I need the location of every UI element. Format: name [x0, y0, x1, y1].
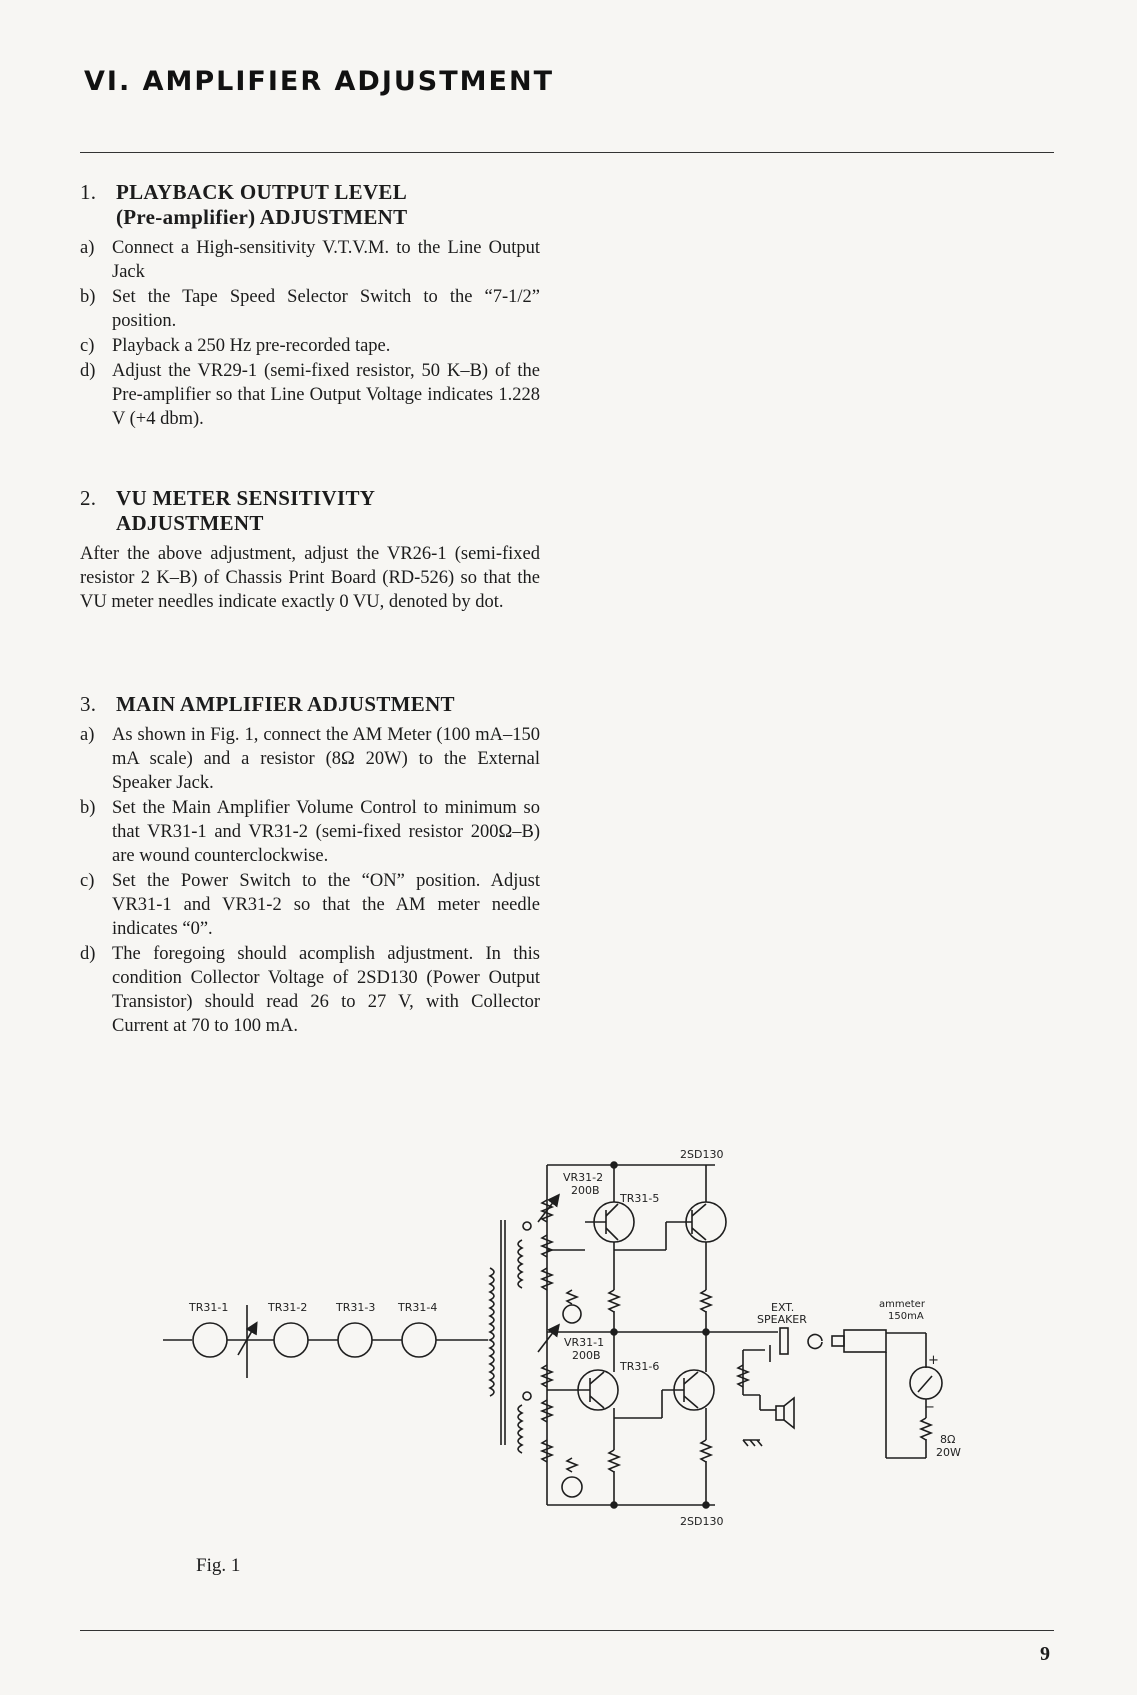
section-playback-output-level [80, 180, 540, 432]
step-item [80, 236, 540, 284]
step-marker: d) [80, 361, 96, 381]
step-marker: a) [80, 725, 95, 745]
label-tr31-5: TR31-5 [620, 1192, 660, 1205]
label-plus: + [928, 1353, 939, 1368]
page-number: 9 [1040, 1643, 1050, 1665]
label-tr31-3: TR31-3 [336, 1301, 376, 1314]
label-minus: − [924, 1400, 935, 1415]
tr31-2-symbol [274, 1323, 308, 1357]
step-item [80, 723, 540, 795]
label-tr31-6: TR31-6 [620, 1360, 660, 1373]
section-number: 2. [80, 486, 97, 510]
test-load [808, 1330, 942, 1458]
label-load-watts: 20W [936, 1446, 961, 1459]
section-number: 1. [80, 180, 97, 204]
label-2sd130-top: 2SD130 [680, 1148, 724, 1161]
step-marker: d) [80, 944, 96, 964]
driver-transformer [490, 1220, 531, 1453]
section-title-line1: VU METER SENSITIVITY [116, 486, 376, 510]
step-text: Set the Main Amplifier Volume Control to minimum so that VR31-1 and VR31-2 (semi-fixed resistor 200Ω–B) are wound counterclockwise. [112, 798, 540, 866]
label-tr31-4: TR31-4 [398, 1301, 438, 1314]
step-text: As shown in Fig. 1, connect the AM Meter (100 mA–150 mA scale) and a resistor (8Ω 20W) to the External Speaker Jack. [112, 725, 540, 793]
top-divider [80, 152, 1054, 153]
bottom-divider [80, 1630, 1054, 1631]
step-text: Set the Tape Speed Selector Switch to the “7-1/2” position. [112, 287, 540, 331]
section-body: After the above adjustment, adjust the VR26-1 (semi-fixed resistor 2 K–B) of Chassis Print Board (RD-526) so that the VU meter needles indicate exactly 0 VU, denoted by dot. [80, 544, 540, 612]
page-heading: VI. AMPLIFIER ADJUSTMENT [84, 66, 554, 97]
tr31-1-symbol [193, 1323, 227, 1357]
step-item [80, 334, 540, 358]
label-vr31-1: VR31-1 [564, 1336, 605, 1349]
figure-caption: Fig. 1 [196, 1555, 241, 1576]
step-text: Set the Power Switch to the “ON” position. Adjust VR31-1 and VR31-2 so that the AM meter needle indicates “0”. [112, 871, 540, 939]
label-ext: EXT. [771, 1301, 795, 1314]
ext-speaker-jack [738, 1328, 794, 1446]
label-tr31-1: TR31-1 [189, 1301, 229, 1314]
driver-chain [163, 1305, 488, 1378]
label-tr31-2: TR31-2 [268, 1301, 308, 1314]
step-marker: a) [80, 238, 95, 258]
section-title-line2: ADJUSTMENT [116, 511, 264, 535]
step-text: Adjust the VR29-1 (semi-fixed resistor, 50 K–B) of the Pre-amplifier so that Line Output Voltage indicates 1.228 V (+4 dbm). [112, 361, 540, 429]
amplifier-schematic [150, 1135, 980, 1535]
section-title-line1: MAIN AMPLIFIER ADJUSTMENT [116, 692, 455, 716]
schematic-labels [188, 1148, 961, 1528]
step-text: Playback a 250 Hz pre-recorded tape. [112, 336, 391, 356]
step-marker: c) [80, 871, 95, 891]
section-vu-meter-sensitivity [80, 486, 540, 614]
step-text: Connect a High-sensitivity V.T.V.M. to the Line Output Jack [112, 238, 540, 282]
label-speaker: SPEAKER [757, 1313, 807, 1326]
section-number: 3. [80, 692, 97, 716]
label-vr31-2: VR31-2 [563, 1171, 604, 1184]
step-marker: c) [80, 336, 95, 356]
label-vr31-2-value: 200B [571, 1184, 600, 1197]
upper-output-stage [538, 1165, 726, 1332]
section-title [80, 180, 540, 230]
section-title-line2: (Pre-amplifier) ADJUSTMENT [116, 205, 408, 229]
section-title [80, 486, 540, 536]
step-item [80, 796, 540, 868]
section-title-line1: PLAYBACK OUTPUT LEVEL [116, 180, 408, 204]
step-marker: b) [80, 798, 96, 818]
step-list [80, 723, 540, 1038]
step-item [80, 359, 540, 431]
label-load-ohms: 8Ω [940, 1433, 956, 1446]
section-title [80, 692, 540, 717]
step-item [80, 285, 540, 333]
step-list [80, 236, 540, 431]
step-text: The foregoing should acomplish adjustment. In this condition Collector Voltage of 2SD130 (Power Output Transistor) should read 26 to 27 V, with Collector Current at 70 to 100 mA. [112, 944, 540, 1036]
section-main-amplifier-adjustment [80, 692, 540, 1039]
step-item [80, 942, 540, 1038]
lower-output-stage [538, 1326, 715, 1508]
label-vr31-1-value: 200B [572, 1349, 601, 1362]
label-ammeter-range: 150mA [888, 1311, 924, 1322]
tr31-4-symbol [402, 1323, 436, 1357]
step-marker: b) [80, 287, 96, 307]
step-item [80, 869, 540, 941]
tr31-3-symbol [338, 1323, 372, 1357]
label-2sd130-bottom: 2SD130 [680, 1515, 724, 1528]
label-ammeter: ammeter [879, 1299, 925, 1310]
